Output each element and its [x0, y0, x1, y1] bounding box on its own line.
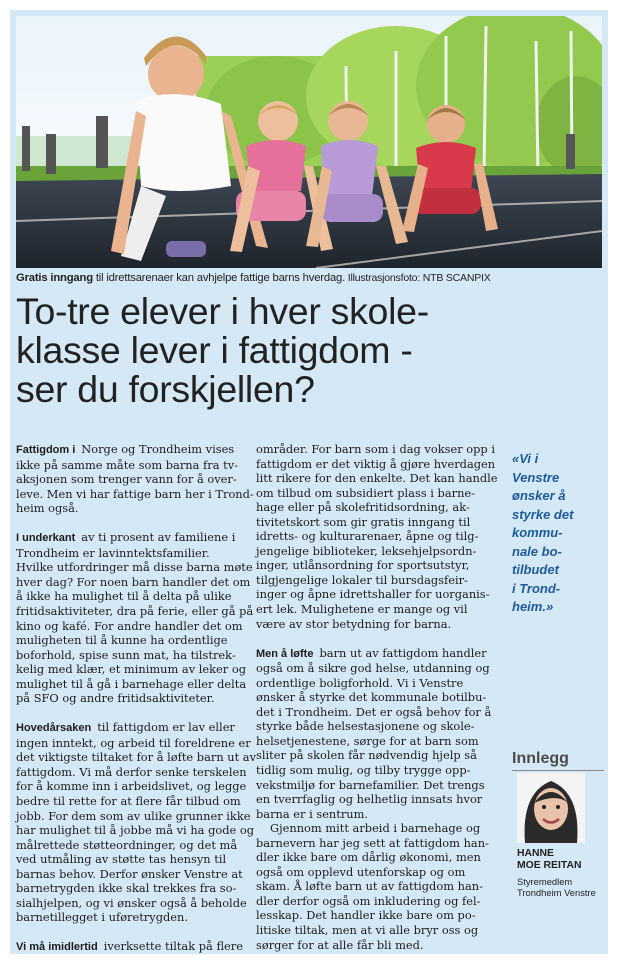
author-portrait-icon — [517, 773, 585, 843]
caption-lead: Gratis inngang — [16, 272, 93, 284]
paragraph-lead: Fattigdom i — [16, 444, 76, 456]
paragraph-lead: Hovedårsaken — [16, 722, 92, 735]
headline-line: klasse lever i fattigdom - — [16, 329, 413, 371]
photo-caption — [16, 272, 606, 284]
paragraph: Gjennom mitt arbeid i barnehage og barnevern har jeg sett at fattigdom han- dler ikke bare om dårlig økonomi, men også om opplevd utenforskap og om skam. Å løfte barn ut av fattigdom han- dler derfor også om inkludering og fel- lesskap. Det handler ikke bare om po- litiske tiltak, men at vi alle bryr oss og sørger for at alle får bli med. — [256, 821, 489, 952]
paragraph-lead: Men å løfte — [256, 647, 314, 660]
paragraph: Fattigdom i Norge og Trondheim vises ikke på samme måte som barna fra tv- aksjonen som trenger vann for å over- leve. Men vi har fattige barn her i Trond- heim også. — [16, 442, 254, 516]
paragraph: Men å løfte barn ut av fattigdom handler også om å sikre god helse, utdanning og ordentlige boligforhold. Vi i Venstre ønsker å styrke det kommunale botilbu- det i Trondheim. Det er også behov for å styrke både helsestasjonene og skole- helsetjenestene, sørge for at barn som sliter på skolen får nødvendig hjelp så tidlig som mulig, og tilby trygge opp- vekstmiljø for barnefamilier. Det trengs en tverrfaglig og helhetlig innsats hvor barna er i sentrum. — [256, 645, 492, 821]
newspaper-page — [10, 10, 608, 954]
paragraph: Vi må imidlertid iverksette tiltak på flere — [16, 939, 243, 954]
paragraph: I underkant av ti prosent av familiene i Trondheim er lavinntektsfamilier. Hvilke utfordringer må disse barna møte hver dag? For noen barn handler det om å ikke ha mulighet til å delta på ulike fritidsaktiviteter, dra på ferie, eller gå på kino og kafé. For andre handler det om muligheten til å kunne ha ordentlige boforhold, spise sunn mat, ha tilstrek- kelig med klær, et minimum av leker og mulighet til å gå i barnehage eller delta på SFO og andre fritidsaktiviteter. — [16, 530, 254, 706]
author-portrait — [517, 773, 585, 843]
section-label: Innlegg — [512, 750, 604, 771]
paragraph-lead: Vi må imidlertid — [16, 941, 98, 954]
headline-line: ser du forskjellen? — [16, 368, 315, 410]
caption-credit: Illustrasjonsfoto: NTB SCANPIX — [345, 272, 491, 284]
author-name: HANNE MOE REITAN — [517, 848, 582, 871]
paragraph: Hovedårsaken til fattigdom er lav eller ingen inntekt, og arbeid til foreldrene er det viktigste tiltaket for å løfte barn ut av fattigdom. Vi må derfor senke terskelen for å komme inn i arbeidslivet, og legge bedre til rette for at flere får tilbud om jobb. For dem som av ulike grunner ikke har mulighet til å jobbe må vi ha gode og målrettede støtteordninger, og det må ved utmåling av støtte tas hensyn til barnas behov. Derfor ønsker Venstre at barnetrygden ikke skal trekkes fra so- sialhjelpen, og vi ønsker også å beholde barnetillegget i uføretrygden. — [16, 720, 257, 925]
headline-line: To-tre elever i hver skole- — [16, 290, 429, 332]
article-headline — [16, 292, 606, 409]
children-at-starting-line-icon — [16, 16, 602, 268]
article-column-1 — [16, 442, 257, 955]
paragraph: områder. For barn som i dag vokser opp i fattigdom er det viktig å gjøre hverdagen litt rikere for den enkelte. Det kan handle om tilbud om subsidiert plass i barne- hage eller på skolefritidsordning, ak- tivitetskort som gir gratis inngang til idretts- og kulturarenaer, åpne og tilg- jengelige biblioteker, leksehjelpsordn- inger, utlånsordning for sportsutstyr, tilgjengelige lokaler til bursdagsfeir- inger og åpne idrettshaller for uorganis- ert lek. Mulighetene er mange og vil være av stor betydning for barna. — [256, 442, 498, 631]
article-column-2 — [256, 442, 496, 952]
caption-text: til idrettsarenaer kan avhjelpe fattige barns hverdag. — [92, 272, 346, 284]
author-role: Styremedlem Trondheim Venstre — [517, 876, 596, 898]
pull-quote: «Vi i Venstre ønsker å styrke det kommu- nale bo- tilbudet i Trond- heim.» — [512, 451, 574, 614]
paragraph-lead: I underkant — [16, 532, 76, 545]
article-photo — [16, 16, 602, 268]
